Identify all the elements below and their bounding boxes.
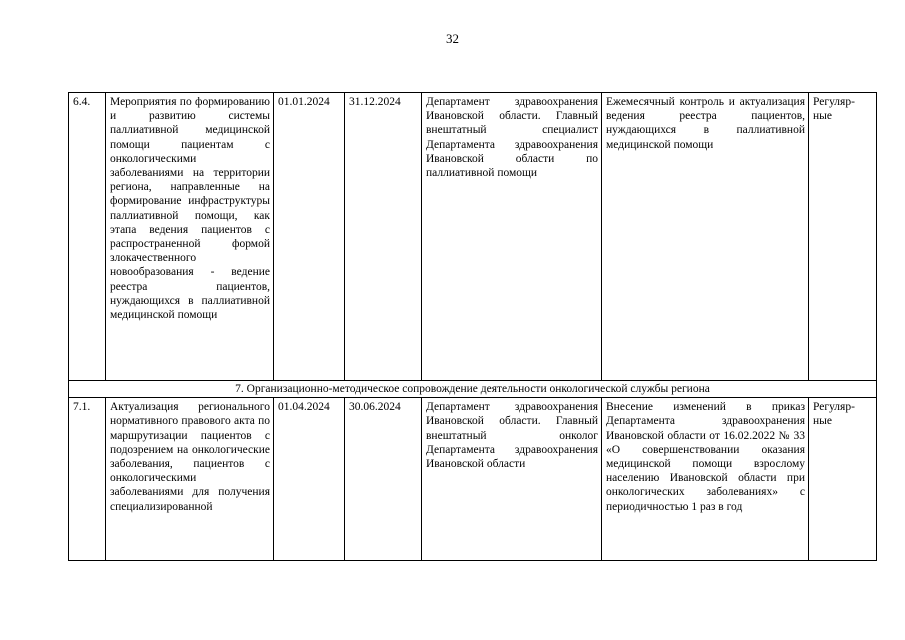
responsible-cell: Департамент здравоохранения Ивановской области. Главный внештатный специалист Департамента здравоохранения Ивановской области по паллиативной помощи	[422, 93, 602, 381]
end-date-cell: 30.06.2024	[345, 398, 422, 561]
section-title: 7. Организационно-методическое сопровождение деятельности онкологической службы региона	[69, 381, 877, 398]
action-plan-table	[68, 92, 877, 561]
section-header-row	[69, 381, 877, 398]
start-date-cell: 01.04.2024	[274, 398, 345, 561]
activity-cell: Актуализация регионального нормативного правового акта по маршрутизации пациентов с подозрением на онкологические заболевания, пациентов с онкологическими заболеваниями для получения специализированной	[106, 398, 274, 561]
table-row	[69, 398, 877, 561]
page-number: 32	[446, 31, 459, 46]
table-row	[69, 93, 877, 381]
frequency-cell: Регуляр-ные	[809, 93, 877, 381]
row-number: 7.1.	[69, 398, 106, 561]
activity-cell: Мероприятия по формированию и развитию системы паллиативной медицинской помощи пациентам с онкологическими заболеваниями на территории региона, направленные на формирование инфраструктуры паллиативной помощи, как этапа ведения пациентов с распространенной формой злокачественного новообразования - ведение реестра пациентов, нуждающихся в паллиативной медицинской помощи	[106, 93, 274, 381]
end-date-cell: 31.12.2024	[345, 93, 422, 381]
frequency-cell: Регуляр-ные	[809, 398, 877, 561]
row-number: 6.4.	[69, 93, 106, 381]
responsible-cell: Департамент здравоохранения Ивановской области. Главный внештатный онколог Департамента здравоохранения Ивановской области	[422, 398, 602, 561]
result-cell: Ежемесячный контроль и актуализация ведения реестра пациентов, нуждающихся в паллиативной медицинской помощи	[602, 93, 809, 381]
start-date-cell: 01.01.2024	[274, 93, 345, 381]
result-cell: Внесение изменений в приказ Департамента здравоохранения Ивановской области от 16.02.2022 № 33 «О совершенствовании оказания медицинской помощи взрослому населению Ивановской области при онкологических заболеваниях» с периодичностью 1 раз в год	[602, 398, 809, 561]
